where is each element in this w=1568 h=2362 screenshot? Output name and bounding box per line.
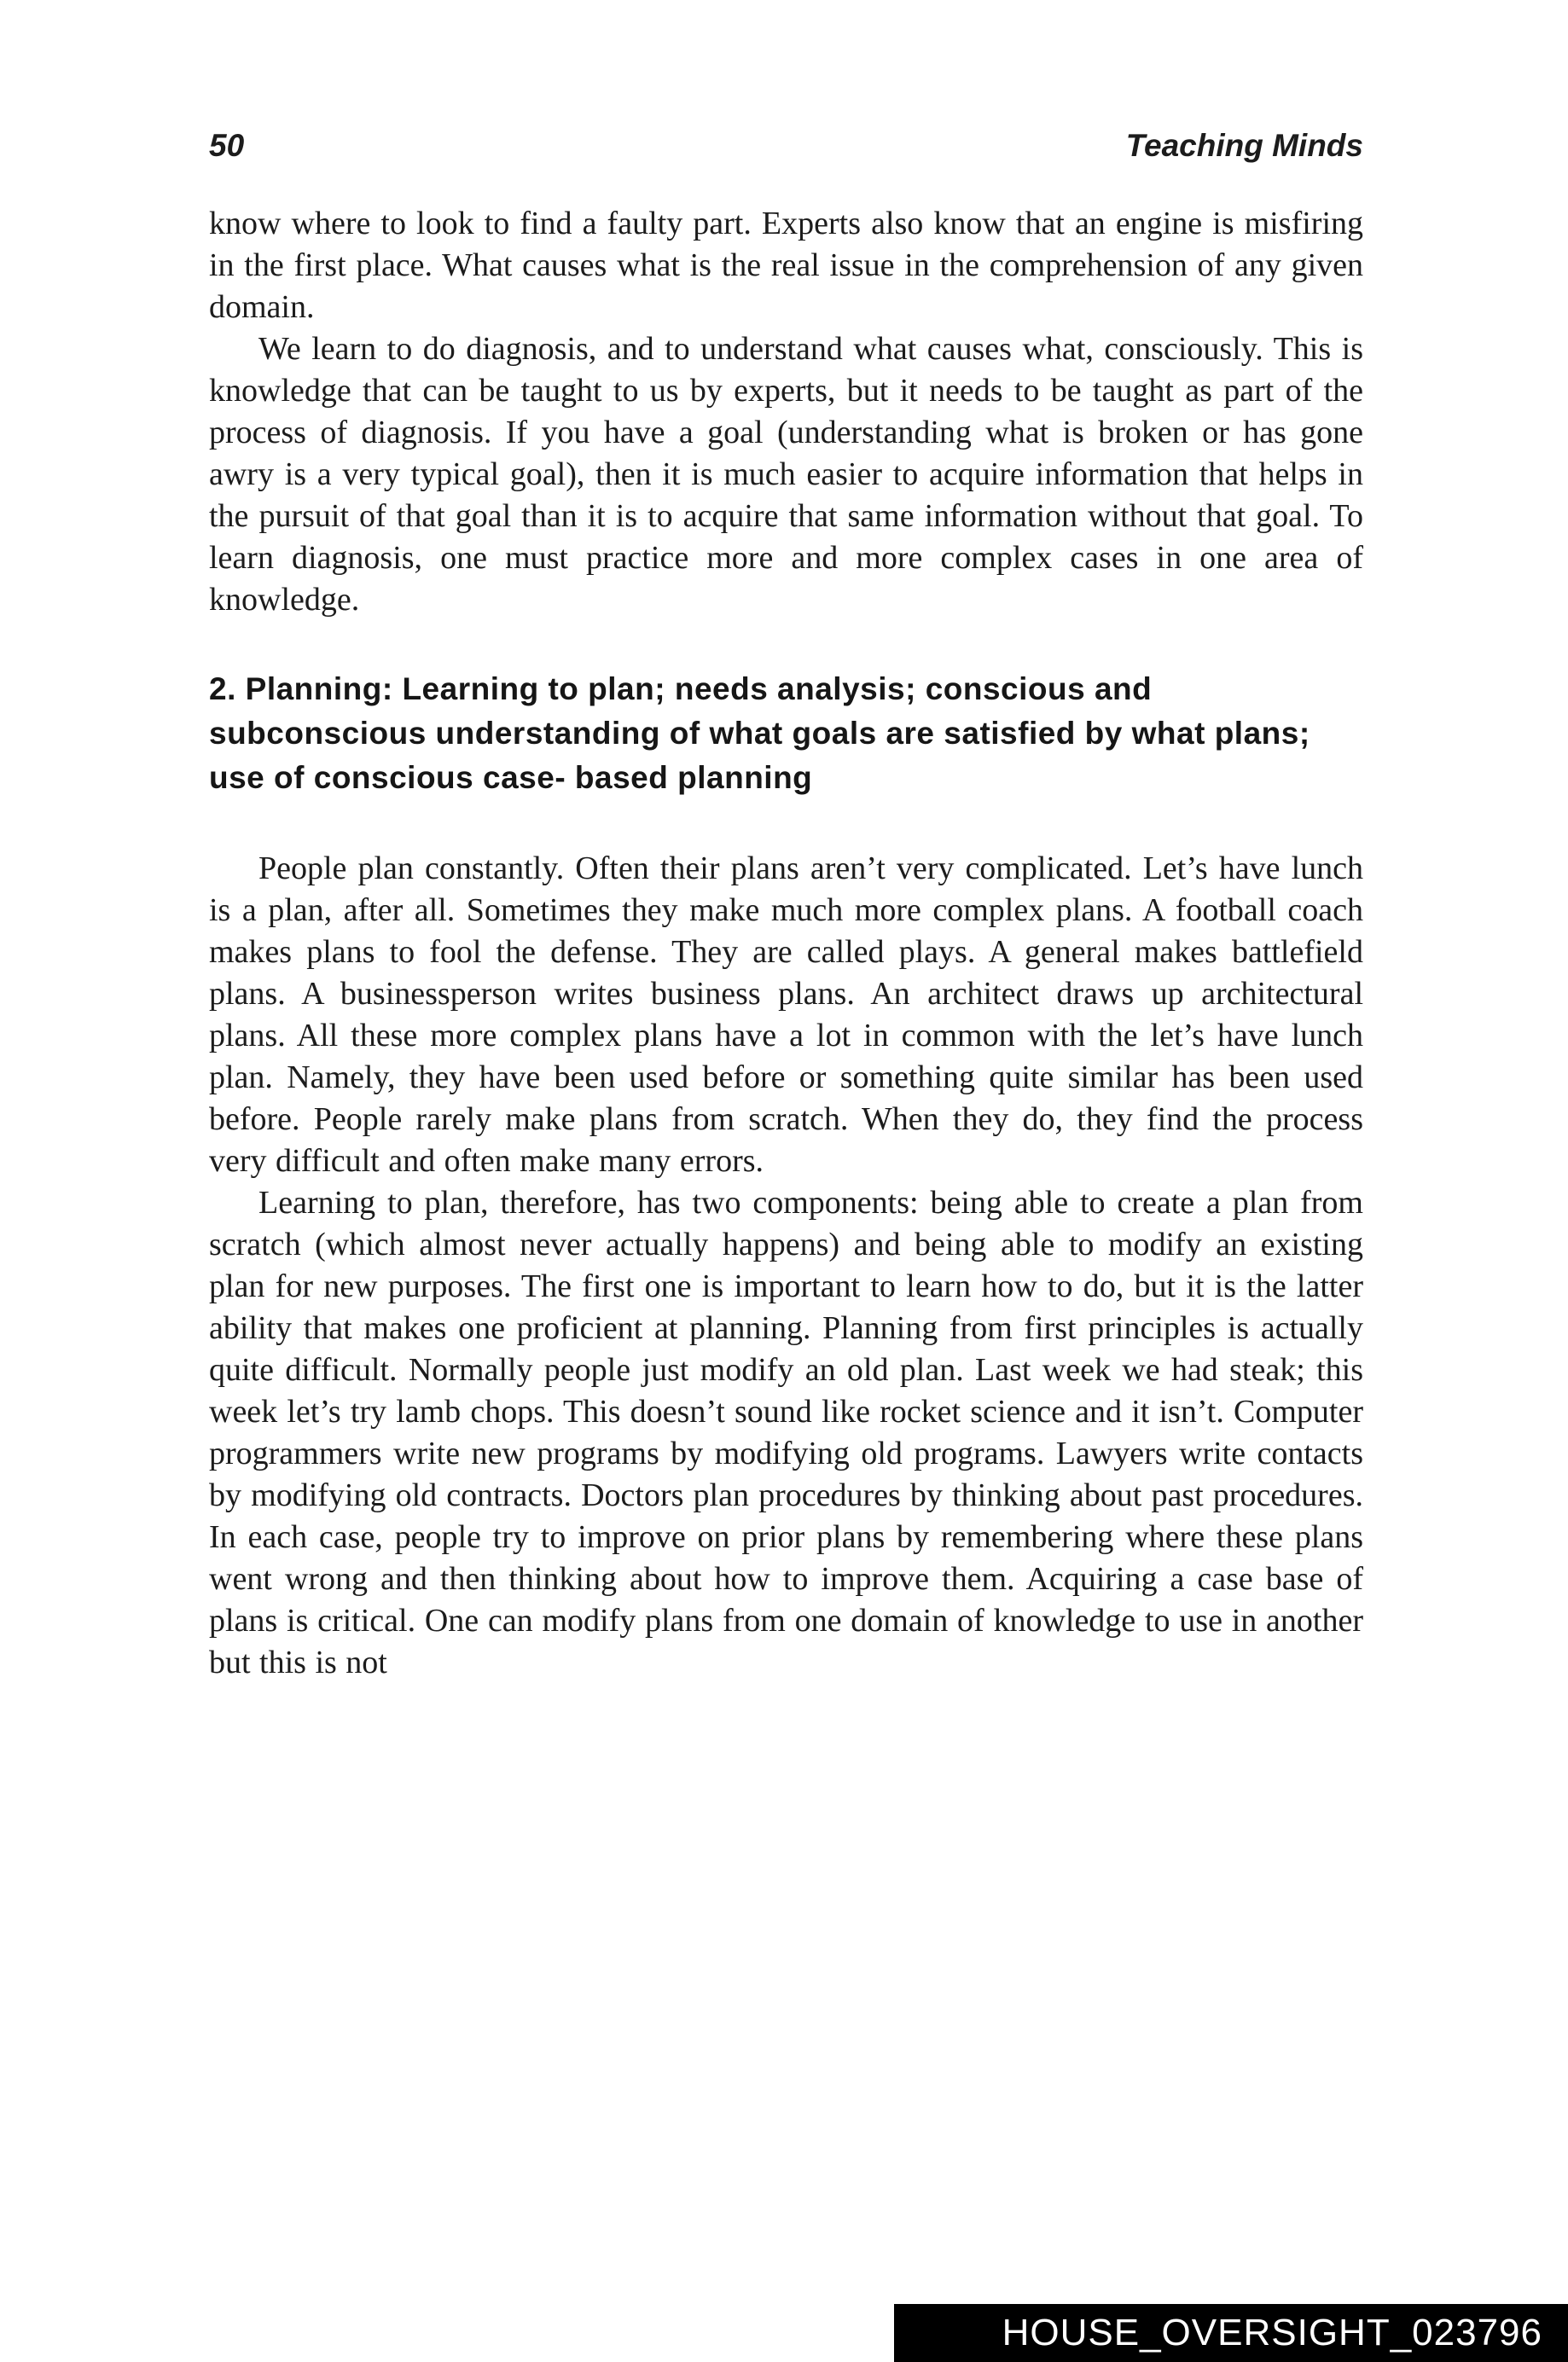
paragraph-learning-diagnosis: We learn to do diagnosis, and to understand what causes what, consciously. This is knowledge that can be taught to us by experts, but it needs to be taught as part of the process of diagnosis. If you have a goal (understanding what is broken or has gone awry is a very typical goal), then it is much easier to acquire information that helps in the pursuit of that goal than it is to acquire that same information without that goal. To learn diagnosis, one must practice more and more complex cases in one area of knowledge. (209, 331, 1363, 618)
page-number: 50 (209, 128, 245, 163)
paragraph-people-plan: People plan constantly. Often their plans aren’t very complicated. Let’s have lunch is a plan, after all. Sometimes they make much more complex plans. A football coach makes plans to fool the defense. They are called plays. A general makes battlefield plans. A businessperson writes business plans. An architect draws up architectural plans. All these more complex plans have a lot in common with the let’s have lunch plan. Namely, they have been used before or something quite similar has been used before. People rarely make plans from scratch. When they do, they find the process very difficult and often make many errors. (209, 850, 1363, 1179)
bates-number: HOUSE_OVERSIGHT_023796 (1002, 2312, 1542, 2353)
paragraph-diagnosis-continued: know where to look to find a faulty part. Experts also know that an engine is misfiring in the first place. What causes what is the real issue in the comprehension of any given domain. (209, 206, 1363, 325)
running-head-book-title: Teaching Minds (1125, 128, 1363, 163)
paragraph-learning-to-plan: Learning to plan, therefore, has two components: being able to create a plan from scratch (which almost never actually happens) and being able to modify an existing plan for new purposes. The first one is important to learn how to do, but it is the latter ability that makes one proficient at planning. Planning from first principles is actually quite difficult. Normally people just modify an old plan. Last week we had steak; this week let’s try lamb chops. This doesn’t sound like rocket science and it isn’t. Computer programmers write new programs by modifying old programs. Lawyers write contacts by modifying old contracts. Doctors plan procedures by thinking about past procedures. In each case, people try to improve on prior plans by remembering where these plans went wrong and then thinking about how to improve them. Acquiring a case base of plans is critical. One can modify plans from one domain of knowledge to use in another but this is not (209, 1185, 1363, 1680)
page-text-block (209, 203, 1363, 1684)
section-heading-planning: 2. Planning: Learning to plan; needs analysis; conscious and subconscious understanding of what goals are satisfied by what plans; use of conscious case- based planning (209, 671, 1310, 795)
bates-stamp-bar (894, 2304, 1568, 2362)
running-header (209, 128, 1363, 164)
